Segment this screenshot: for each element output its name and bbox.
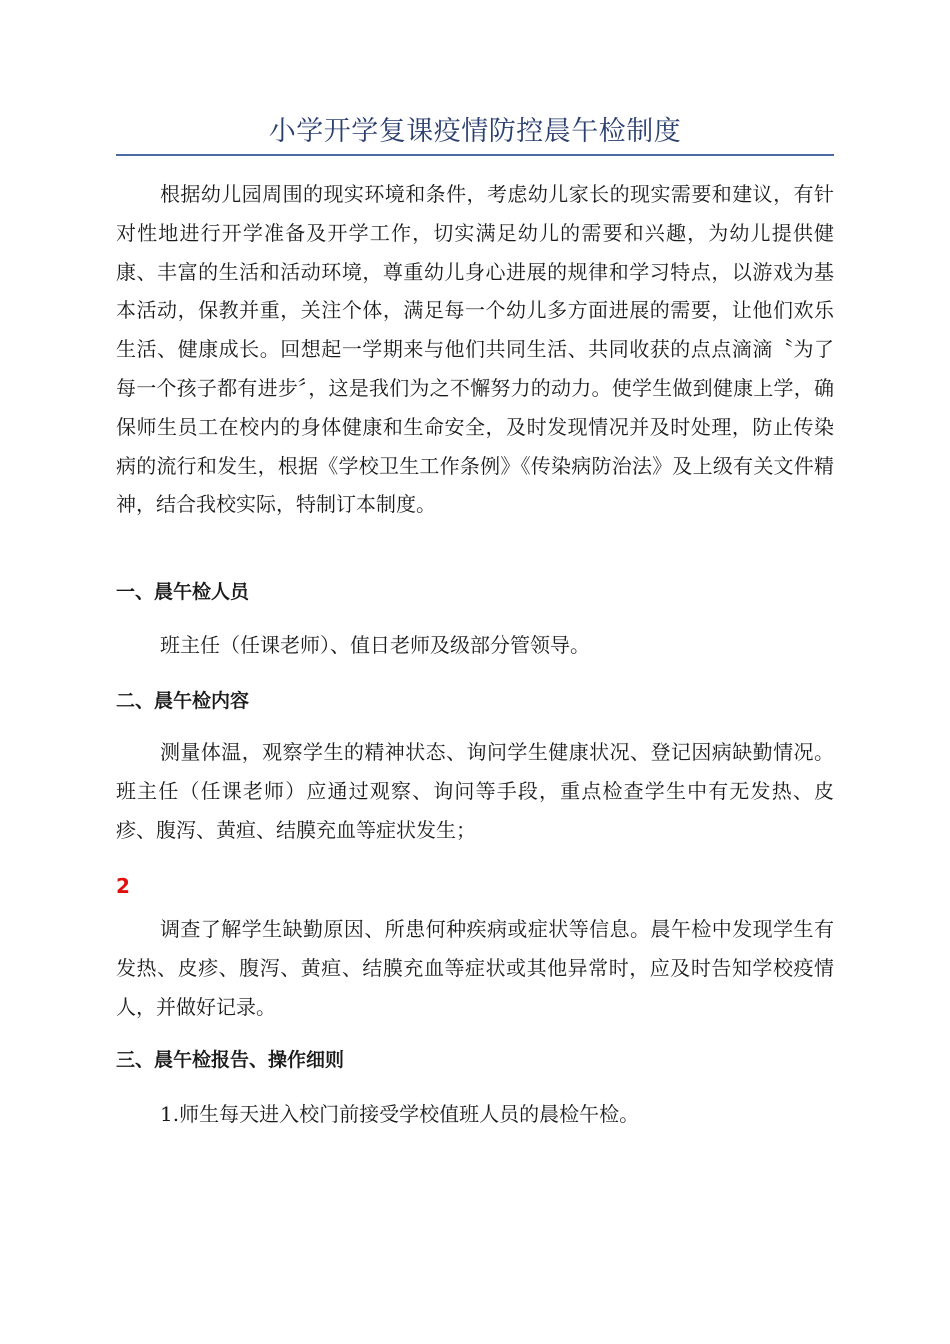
section-heading-report: 三、晨午检报告、操作细则 [116, 1049, 345, 1071]
document-title: 小学开学复课疫情防控晨午检制度 [268, 116, 682, 147]
intro-paragraph: 根据幼儿园周围的现实环境和条件，考虑幼儿家长的现实需要和建议，有针对性地进行开学准备及开学工作，切实满足幼儿的需要和兴趣，为幼儿提供健康、丰富的生活和活动环境，尊重幼儿身心进展的规律和学习特点，以游戏为基本活动，保教并重，关注个体，满足每一个幼儿多方面进展的需要，让他们欢乐生活、健康成长。回想起一学期来与他们共同生活、共同收获的点点滴滴〝为了每一个孩子都有进步〞，这是我们为之不懈努力的动力。使学生做到健康上学，确保师生员工在校内的身体健康和生命安全，及时发现情况并及时处理，防止传染病的流行和发生，根据《学校卫生工作条例》《传染病防治法》及上级有关文件精神，结合我校实际，特制订本制度。 [116, 182, 834, 517]
section-body-content-continued: 调查了解学生缺勤原因、所患何种疾病或症状等信息。晨午检中发现学生有发热、皮疹、腹泻、黄疸、结膜充血等症状或其他异常时，应及时告知学校疫情人，并做好记录。 [116, 917, 834, 1019]
section-heading-personnel: 一、晨午检人员 [116, 581, 250, 603]
report-item-1: 1.师生每天进入校门前接受学校值班人员的晨检午检。 [160, 1102, 640, 1126]
section-heading-content: 二、晨午检内容 [116, 690, 250, 712]
section-body-personnel: 班主任（任课老师）、值日老师及级部分管领导。 [160, 633, 590, 657]
section-body-content: 测量体温，观察学生的精神状态、询问学生健康状况、登记因病缺勤情况。班主任（任课老师）应通过观察、询问等手段，重点检查学生中有无发热、皮疹、腹泻、黄疸、结膜充血等症状发生； [116, 740, 834, 842]
title-underline [116, 154, 834, 156]
page-number-marker: 2 [116, 874, 130, 898]
